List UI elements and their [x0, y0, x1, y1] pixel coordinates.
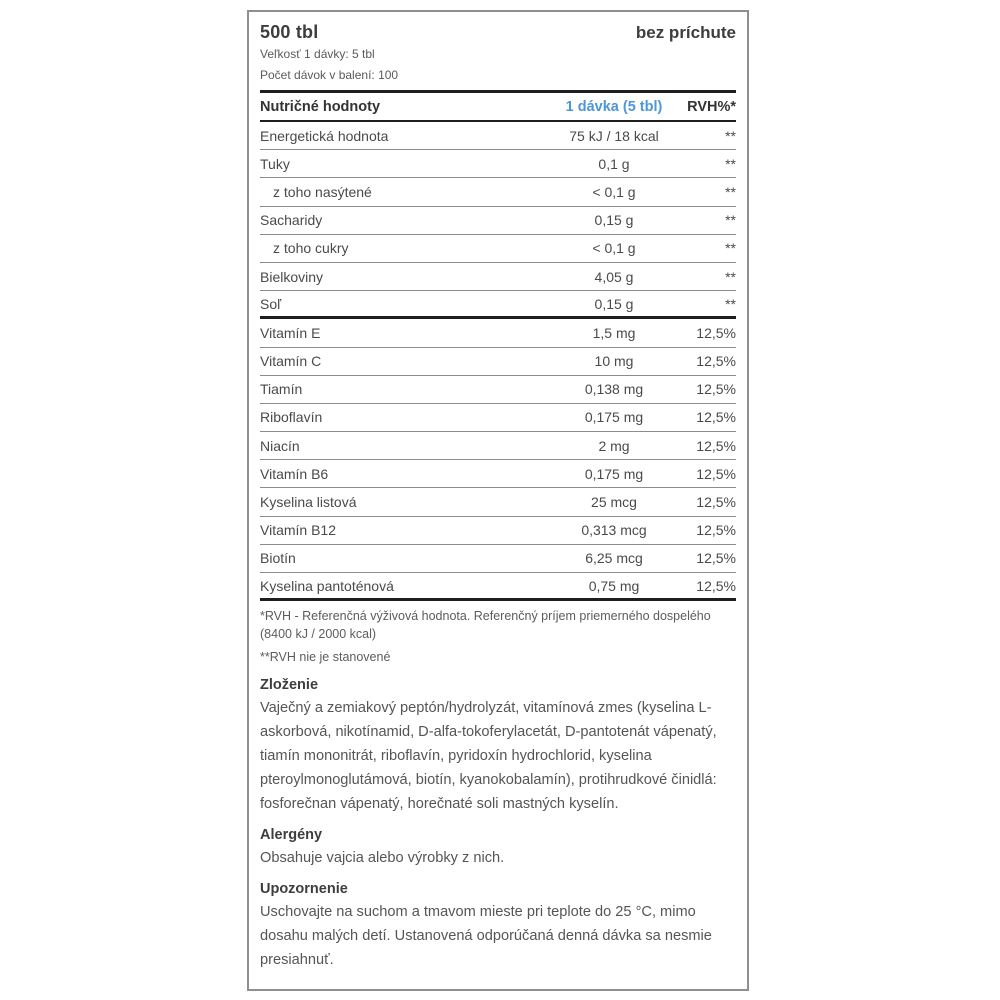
row-label: Tuky — [260, 155, 290, 172]
section-heading-allergens: Alergény — [260, 827, 323, 844]
row-rvh: 12,5% — [696, 577, 736, 594]
section-heading-ingredients: Zloženie — [260, 677, 319, 694]
row-label: Bielkoviny — [260, 268, 324, 285]
row-value: 0,75 mg — [588, 577, 640, 594]
table-row — [260, 319, 736, 347]
row-rvh: 12,5% — [696, 324, 736, 341]
row-value: 0,313 mcg — [581, 522, 647, 539]
row-value: 0,175 mg — [584, 465, 644, 482]
row-value: 2 mg — [598, 437, 630, 454]
column-header-nutrients: Nutričné hodnoty — [260, 98, 381, 115]
row-value: < 0,1 g — [592, 183, 636, 200]
row-rvh: ** — [725, 183, 736, 200]
row-value: 75 kJ / 18 kcal — [569, 127, 659, 144]
table-row — [260, 291, 736, 319]
nutrition-label — [247, 10, 749, 991]
table-row — [260, 348, 736, 376]
row-rvh: 12,5% — [696, 550, 736, 567]
table-row — [260, 573, 736, 601]
row-rvh: 12,5% — [696, 381, 736, 398]
servings-per-pack-line: Počet dávok v balení: 100 — [260, 68, 399, 82]
table-row — [260, 517, 736, 545]
row-rvh: ** — [725, 268, 736, 285]
row-label: Kyselina pantoténová — [260, 577, 394, 594]
table-row — [260, 263, 736, 291]
row-value: 25 mcg — [591, 494, 637, 511]
table-row — [260, 122, 736, 150]
row-value: 6,25 mcg — [585, 550, 643, 567]
row-label: Vitamín E — [260, 324, 321, 341]
section-body-warning: Uschovajte na suchom a tmavom mieste pri teplote do 25 °C, mimo dosahu malých detí. Ustanovená odporúčaná denná dávka sa nesmie presiahnuť. — [260, 904, 712, 969]
section-heading-warning: Upozornenie — [260, 881, 348, 898]
row-label: Biotín — [260, 550, 296, 567]
row-value: 0,138 mg — [584, 381, 644, 398]
row-rvh: ** — [725, 240, 736, 257]
table-row — [260, 235, 736, 263]
table-row — [260, 150, 736, 178]
table-row — [260, 404, 736, 432]
nutrition-table-body — [260, 122, 736, 601]
row-rvh: 12,5% — [696, 494, 736, 511]
row-label: Riboflavín — [260, 409, 323, 426]
footnote-rvh-definition: *RVH - Referenčná výživová hodnota. Referenčný príjem priemerného dospelého (8400 kJ / 2000 kcal) — [260, 609, 711, 642]
row-rvh: ** — [725, 295, 736, 312]
row-value: 1,5 mg — [592, 324, 636, 341]
row-rvh: 12,5% — [696, 522, 736, 539]
row-label: z toho nasýtené — [273, 183, 372, 200]
row-label: Soľ — [260, 295, 282, 312]
row-rvh: ** — [725, 155, 736, 172]
row-label: z toho cukry — [273, 240, 349, 257]
row-rvh: ** — [725, 212, 736, 229]
row-value: 0,15 g — [594, 212, 634, 229]
flavor-name: bez príchute — [635, 23, 736, 42]
row-label: Vitamín C — [260, 353, 322, 370]
table-row — [260, 460, 736, 488]
row-value: 0,1 g — [598, 155, 630, 172]
table-row — [260, 488, 736, 516]
row-label: Niacín — [260, 437, 300, 454]
row-value: 0,175 mg — [584, 409, 644, 426]
row-rvh: 12,5% — [696, 409, 736, 426]
row-label: Energetická hodnota — [260, 127, 389, 144]
product-size: 500 tbl — [260, 22, 319, 42]
table-row — [260, 376, 736, 404]
table-row — [260, 432, 736, 460]
row-label: Vitamín B12 — [260, 522, 337, 539]
row-value: < 0,1 g — [592, 240, 636, 257]
section-body-ingredients: Vaječný a zemiakový peptón/hydrolyzát, vitamínová zmes (kyselina L-askorbová, nikotínamid, D-alfa-tokoferylacetát, D-pantotenát vápenatý, tiamín mononitrát, riboflavín, pyridoxín hydrochlorid, kyselina pteroylmonoglutámová, biotín, kyanokobalamín), protihrudkové činidlá: fosforečnan vápenatý, horečnaté soli mastných kyselín. — [260, 700, 717, 813]
table-row — [260, 178, 736, 206]
row-value: 4,05 g — [594, 268, 634, 285]
row-value: 0,15 g — [594, 295, 634, 312]
serving-size-line: Veľkosť 1 dávky: 5 tbl — [260, 47, 375, 61]
table-row — [260, 207, 736, 235]
table-row — [260, 545, 736, 573]
row-rvh: 12,5% — [696, 353, 736, 370]
label-header — [260, 22, 736, 43]
row-rvh: 12,5% — [696, 437, 736, 454]
column-header-serving: 1 dávka (5 tbl) — [565, 98, 663, 115]
section-body-allergens: Obsahuje vajcia alebo výrobky z nich. — [260, 850, 505, 867]
row-label: Kyselina listová — [260, 494, 357, 511]
row-label: Sacharidy — [260, 212, 323, 229]
column-header-rvh: RVH%* — [687, 98, 736, 115]
row-rvh: 12,5% — [696, 465, 736, 482]
row-label: Vitamín B6 — [260, 465, 329, 482]
footnote-rvh-not-set: **RVH nie je stanovené — [260, 650, 391, 665]
table-header-row — [260, 93, 736, 122]
row-value: 10 mg — [594, 353, 634, 370]
row-label: Tiamín — [260, 381, 303, 398]
row-rvh: ** — [725, 127, 736, 144]
